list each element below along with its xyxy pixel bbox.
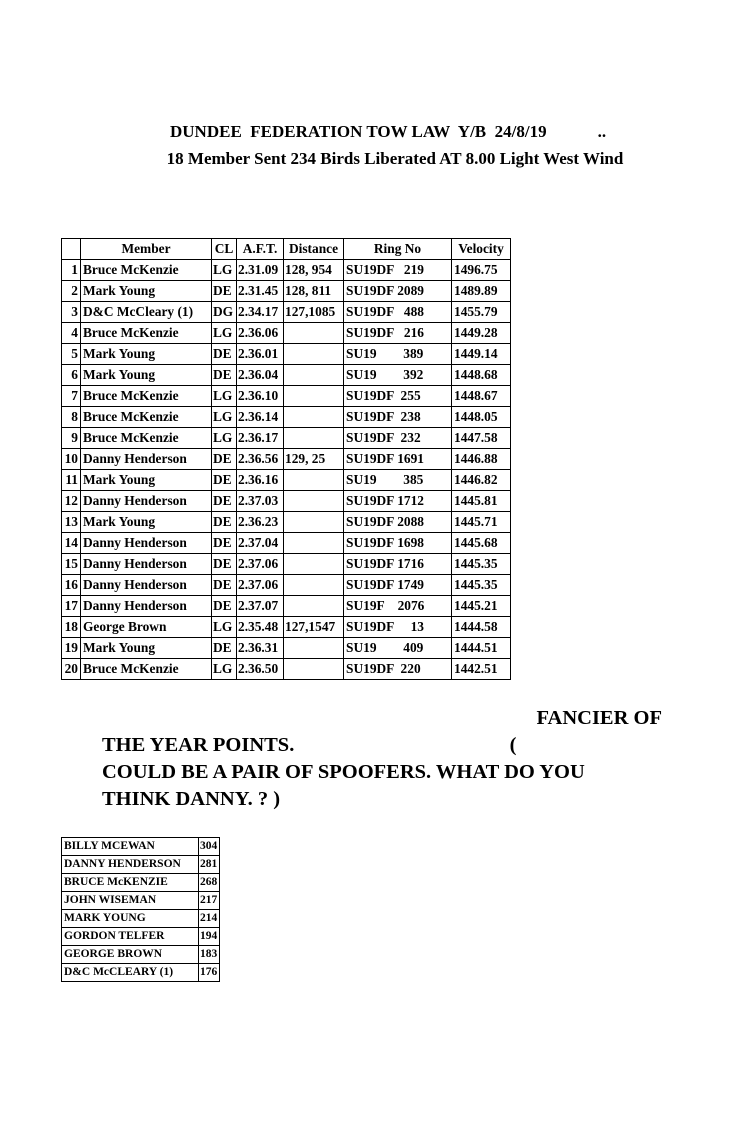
table-row — [62, 407, 511, 428]
aft-cell: 2.36.10 — [237, 386, 284, 407]
points-body — [62, 838, 220, 982]
position-cell: 1 — [62, 260, 81, 281]
table-row — [62, 281, 511, 302]
distance-cell — [284, 659, 344, 680]
distance-cell — [284, 512, 344, 533]
class-cell: DE — [212, 512, 237, 533]
results-body — [62, 260, 511, 680]
aft-cell: 2.37.03 — [237, 491, 284, 512]
table-row — [62, 365, 511, 386]
results-header-row — [62, 239, 511, 260]
member-cell: Danny Henderson — [81, 575, 212, 596]
ring-number-cell: SU19DF 219 — [344, 260, 452, 281]
velocity-cell: 1445.21 — [452, 596, 511, 617]
position-cell: 7 — [62, 386, 81, 407]
distance-cell — [284, 407, 344, 428]
velocity-cell: 1444.58 — [452, 617, 511, 638]
position-cell: 6 — [62, 365, 81, 386]
race-subtitle: 18 Member Sent 234 Birds Liberated AT 8.00 Light West Wind — [166, 149, 624, 168]
table-row — [62, 491, 511, 512]
column-header-member: Member — [81, 239, 212, 260]
points-cell: 268 — [199, 874, 220, 892]
velocity-cell: 1442.51 — [452, 659, 511, 680]
distance-cell — [284, 344, 344, 365]
velocity-cell: 1447.58 — [452, 428, 511, 449]
table-row — [62, 928, 220, 946]
position-cell: 2 — [62, 281, 81, 302]
distance-cell: 127,1085 — [284, 302, 344, 323]
velocity-cell: 1449.14 — [452, 344, 511, 365]
distance-cell: 128, 954 — [284, 260, 344, 281]
distance-cell — [284, 428, 344, 449]
ring-number-cell: SU19DF 216 — [344, 323, 452, 344]
column-header-ring-no: Ring No — [344, 239, 452, 260]
distance-cell — [284, 365, 344, 386]
column-header-velocity: Velocity — [452, 239, 511, 260]
velocity-cell: 1445.35 — [452, 554, 511, 575]
table-row — [62, 856, 220, 874]
velocity-cell: 1445.71 — [452, 512, 511, 533]
results-table — [61, 238, 511, 680]
velocity-cell: 1444.51 — [452, 638, 511, 659]
member-cell: Mark Young — [81, 365, 212, 386]
distance-cell — [284, 575, 344, 596]
velocity-cell: 1496.75 — [452, 260, 511, 281]
table-row — [62, 554, 511, 575]
velocity-cell: 1455.79 — [452, 302, 511, 323]
table-row — [62, 596, 511, 617]
class-cell: LG — [212, 659, 237, 680]
member-cell: Bruce McKenzie — [81, 428, 212, 449]
table-row — [62, 892, 220, 910]
table-row — [62, 533, 511, 554]
aft-cell: 2.31.09 — [237, 260, 284, 281]
ring-number-cell: SU19DF 220 — [344, 659, 452, 680]
position-cell: 8 — [62, 407, 81, 428]
distance-cell — [284, 533, 344, 554]
distance-cell: 127,1547 — [284, 617, 344, 638]
fancier-name-cell: DANNY HENDERSON — [62, 856, 199, 874]
member-cell: George Brown — [81, 617, 212, 638]
velocity-cell: 1448.68 — [452, 365, 511, 386]
position-cell: 18 — [62, 617, 81, 638]
fancier-of-year-note — [102, 705, 662, 813]
points-cell: 194 — [199, 928, 220, 946]
member-cell: D&C McCleary (1) — [81, 302, 212, 323]
distance-cell — [284, 491, 344, 512]
table-row — [62, 910, 220, 928]
aft-cell: 2.36.04 — [237, 365, 284, 386]
column-header-distance: Distance — [284, 239, 344, 260]
aft-cell: 2.31.45 — [237, 281, 284, 302]
note-line: COULD BE A PAIR OF SPOOFERS. WHAT DO YOU — [102, 761, 585, 783]
class-cell: DE — [212, 470, 237, 491]
position-cell: 12 — [62, 491, 81, 512]
table-row — [62, 260, 511, 281]
class-cell: LG — [212, 386, 237, 407]
race-title: DUNDEE FEDERATION TOW LAW Y/B 24/8/19 .. — [170, 122, 607, 141]
velocity-cell: 1448.05 — [452, 407, 511, 428]
ring-number-cell: SU19DF 2089 — [344, 281, 452, 302]
table-row — [62, 659, 511, 680]
position-cell: 9 — [62, 428, 81, 449]
fancier-name-cell: BILLY MCEWAN — [62, 838, 199, 856]
ring-number-cell: SU19 392 — [344, 365, 452, 386]
points-cell: 304 — [199, 838, 220, 856]
ring-number-cell: SU19DF 1712 — [344, 491, 452, 512]
aft-cell: 2.37.06 — [237, 575, 284, 596]
position-cell: 17 — [62, 596, 81, 617]
ring-number-cell: SU19DF 1749 — [344, 575, 452, 596]
aft-cell: 2.36.50 — [237, 659, 284, 680]
position-cell: 13 — [62, 512, 81, 533]
ring-number-cell: SU19DF 1716 — [344, 554, 452, 575]
velocity-cell: 1445.81 — [452, 491, 511, 512]
class-cell: LG — [212, 323, 237, 344]
aft-cell: 2.37.07 — [237, 596, 284, 617]
velocity-cell: 1446.88 — [452, 449, 511, 470]
aft-cell: 2.37.04 — [237, 533, 284, 554]
aft-cell: 2.36.06 — [237, 323, 284, 344]
aft-cell: 2.36.23 — [237, 512, 284, 533]
note-line: FANCIER OF — [536, 707, 662, 729]
ring-number-cell: SU19DF 232 — [344, 428, 452, 449]
position-cell: 20 — [62, 659, 81, 680]
class-cell: DE — [212, 575, 237, 596]
column-header-position — [62, 239, 81, 260]
member-cell: Danny Henderson — [81, 533, 212, 554]
member-cell: Bruce McKenzie — [81, 407, 212, 428]
table-row — [62, 838, 220, 856]
member-cell: Mark Young — [81, 638, 212, 659]
ring-number-cell: SU19 409 — [344, 638, 452, 659]
class-cell: DE — [212, 449, 237, 470]
table-row — [62, 874, 220, 892]
member-cell: Bruce McKenzie — [81, 386, 212, 407]
fancier-name-cell: MARK YOUNG — [62, 910, 199, 928]
table-row — [62, 575, 511, 596]
table-row — [62, 638, 511, 659]
distance-cell — [284, 323, 344, 344]
member-cell: Bruce McKenzie — [81, 260, 212, 281]
points-cell: 183 — [199, 946, 220, 964]
aft-cell: 2.36.16 — [237, 470, 284, 491]
position-cell: 14 — [62, 533, 81, 554]
aft-cell: 2.36.56 — [237, 449, 284, 470]
ring-number-cell: SU19DF 1698 — [344, 533, 452, 554]
distance-cell: 129, 25 — [284, 449, 344, 470]
table-row — [62, 470, 511, 491]
member-cell: Danny Henderson — [81, 596, 212, 617]
position-cell: 10 — [62, 449, 81, 470]
table-row — [62, 344, 511, 365]
column-header-aft: A.F.T. — [237, 239, 284, 260]
aft-cell: 2.36.14 — [237, 407, 284, 428]
ring-number-cell: SU19DF 2088 — [344, 512, 452, 533]
velocity-cell: 1449.28 — [452, 323, 511, 344]
fancier-name-cell: GORDON TELFER — [62, 928, 199, 946]
member-cell: Danny Henderson — [81, 491, 212, 512]
note-line: THE YEAR POINTS. ( — [102, 734, 517, 756]
class-cell: DE — [212, 491, 237, 512]
position-cell: 16 — [62, 575, 81, 596]
table-row — [62, 428, 511, 449]
class-cell: DE — [212, 638, 237, 659]
class-cell: LG — [212, 407, 237, 428]
class-cell: DE — [212, 533, 237, 554]
fancier-name-cell: JOHN WISEMAN — [62, 892, 199, 910]
velocity-cell: 1446.82 — [452, 470, 511, 491]
class-cell: DE — [212, 554, 237, 575]
velocity-cell: 1445.35 — [452, 575, 511, 596]
velocity-cell: 1448.67 — [452, 386, 511, 407]
distance-cell — [284, 638, 344, 659]
table-row — [62, 617, 511, 638]
distance-cell: 128, 811 — [284, 281, 344, 302]
aft-cell: 2.36.01 — [237, 344, 284, 365]
member-cell: Bruce McKenzie — [81, 323, 212, 344]
position-cell: 11 — [62, 470, 81, 491]
velocity-cell: 1445.68 — [452, 533, 511, 554]
member-cell: Mark Young — [81, 512, 212, 533]
class-cell: DE — [212, 596, 237, 617]
table-row — [62, 512, 511, 533]
class-cell: LG — [212, 617, 237, 638]
class-cell: LG — [212, 260, 237, 281]
fancier-name-cell: BRUCE McKENZIE — [62, 874, 199, 892]
member-cell: Mark Young — [81, 344, 212, 365]
class-cell: DE — [212, 344, 237, 365]
ring-number-cell: SU19DF 255 — [344, 386, 452, 407]
ring-number-cell: SU19 389 — [344, 344, 452, 365]
member-cell: Danny Henderson — [81, 554, 212, 575]
class-cell: LG — [212, 428, 237, 449]
distance-cell — [284, 596, 344, 617]
velocity-cell: 1489.89 — [452, 281, 511, 302]
member-cell: Danny Henderson — [81, 449, 212, 470]
table-row — [62, 302, 511, 323]
distance-cell — [284, 386, 344, 407]
aft-cell: 2.36.17 — [237, 428, 284, 449]
member-cell: Bruce McKenzie — [81, 659, 212, 680]
member-cell: Mark Young — [81, 470, 212, 491]
fancier-name-cell: GEORGE BROWN — [62, 946, 199, 964]
aft-cell: 2.36.31 — [237, 638, 284, 659]
table-row — [62, 946, 220, 964]
position-cell: 4 — [62, 323, 81, 344]
fancier-name-cell: D&C McCLEARY (1) — [62, 964, 199, 982]
table-row — [62, 449, 511, 470]
ring-number-cell: SU19DF 238 — [344, 407, 452, 428]
points-cell: 214 — [199, 910, 220, 928]
column-header-cl: CL — [212, 239, 237, 260]
ring-number-cell: SU19F 2076 — [344, 596, 452, 617]
distance-cell — [284, 554, 344, 575]
points-table — [61, 837, 220, 982]
class-cell: DE — [212, 281, 237, 302]
table-row — [62, 964, 220, 982]
note-line: THINK DANNY. ? ) — [102, 788, 281, 810]
points-cell: 217 — [199, 892, 220, 910]
table-row — [62, 323, 511, 344]
position-cell: 19 — [62, 638, 81, 659]
ring-number-cell: SU19 385 — [344, 470, 452, 491]
position-cell: 3 — [62, 302, 81, 323]
points-cell: 281 — [199, 856, 220, 874]
aft-cell: 2.34.17 — [237, 302, 284, 323]
distance-cell — [284, 470, 344, 491]
ring-number-cell: SU19DF 13 — [344, 617, 452, 638]
class-cell: DE — [212, 365, 237, 386]
ring-number-cell: SU19DF 488 — [344, 302, 452, 323]
aft-cell: 2.37.06 — [237, 554, 284, 575]
member-cell: Mark Young — [81, 281, 212, 302]
aft-cell: 2.35.48 — [237, 617, 284, 638]
position-cell: 15 — [62, 554, 81, 575]
position-cell: 5 — [62, 344, 81, 365]
ring-number-cell: SU19DF 1691 — [344, 449, 452, 470]
class-cell: DG — [212, 302, 237, 323]
points-cell: 176 — [199, 964, 220, 982]
table-row — [62, 386, 511, 407]
